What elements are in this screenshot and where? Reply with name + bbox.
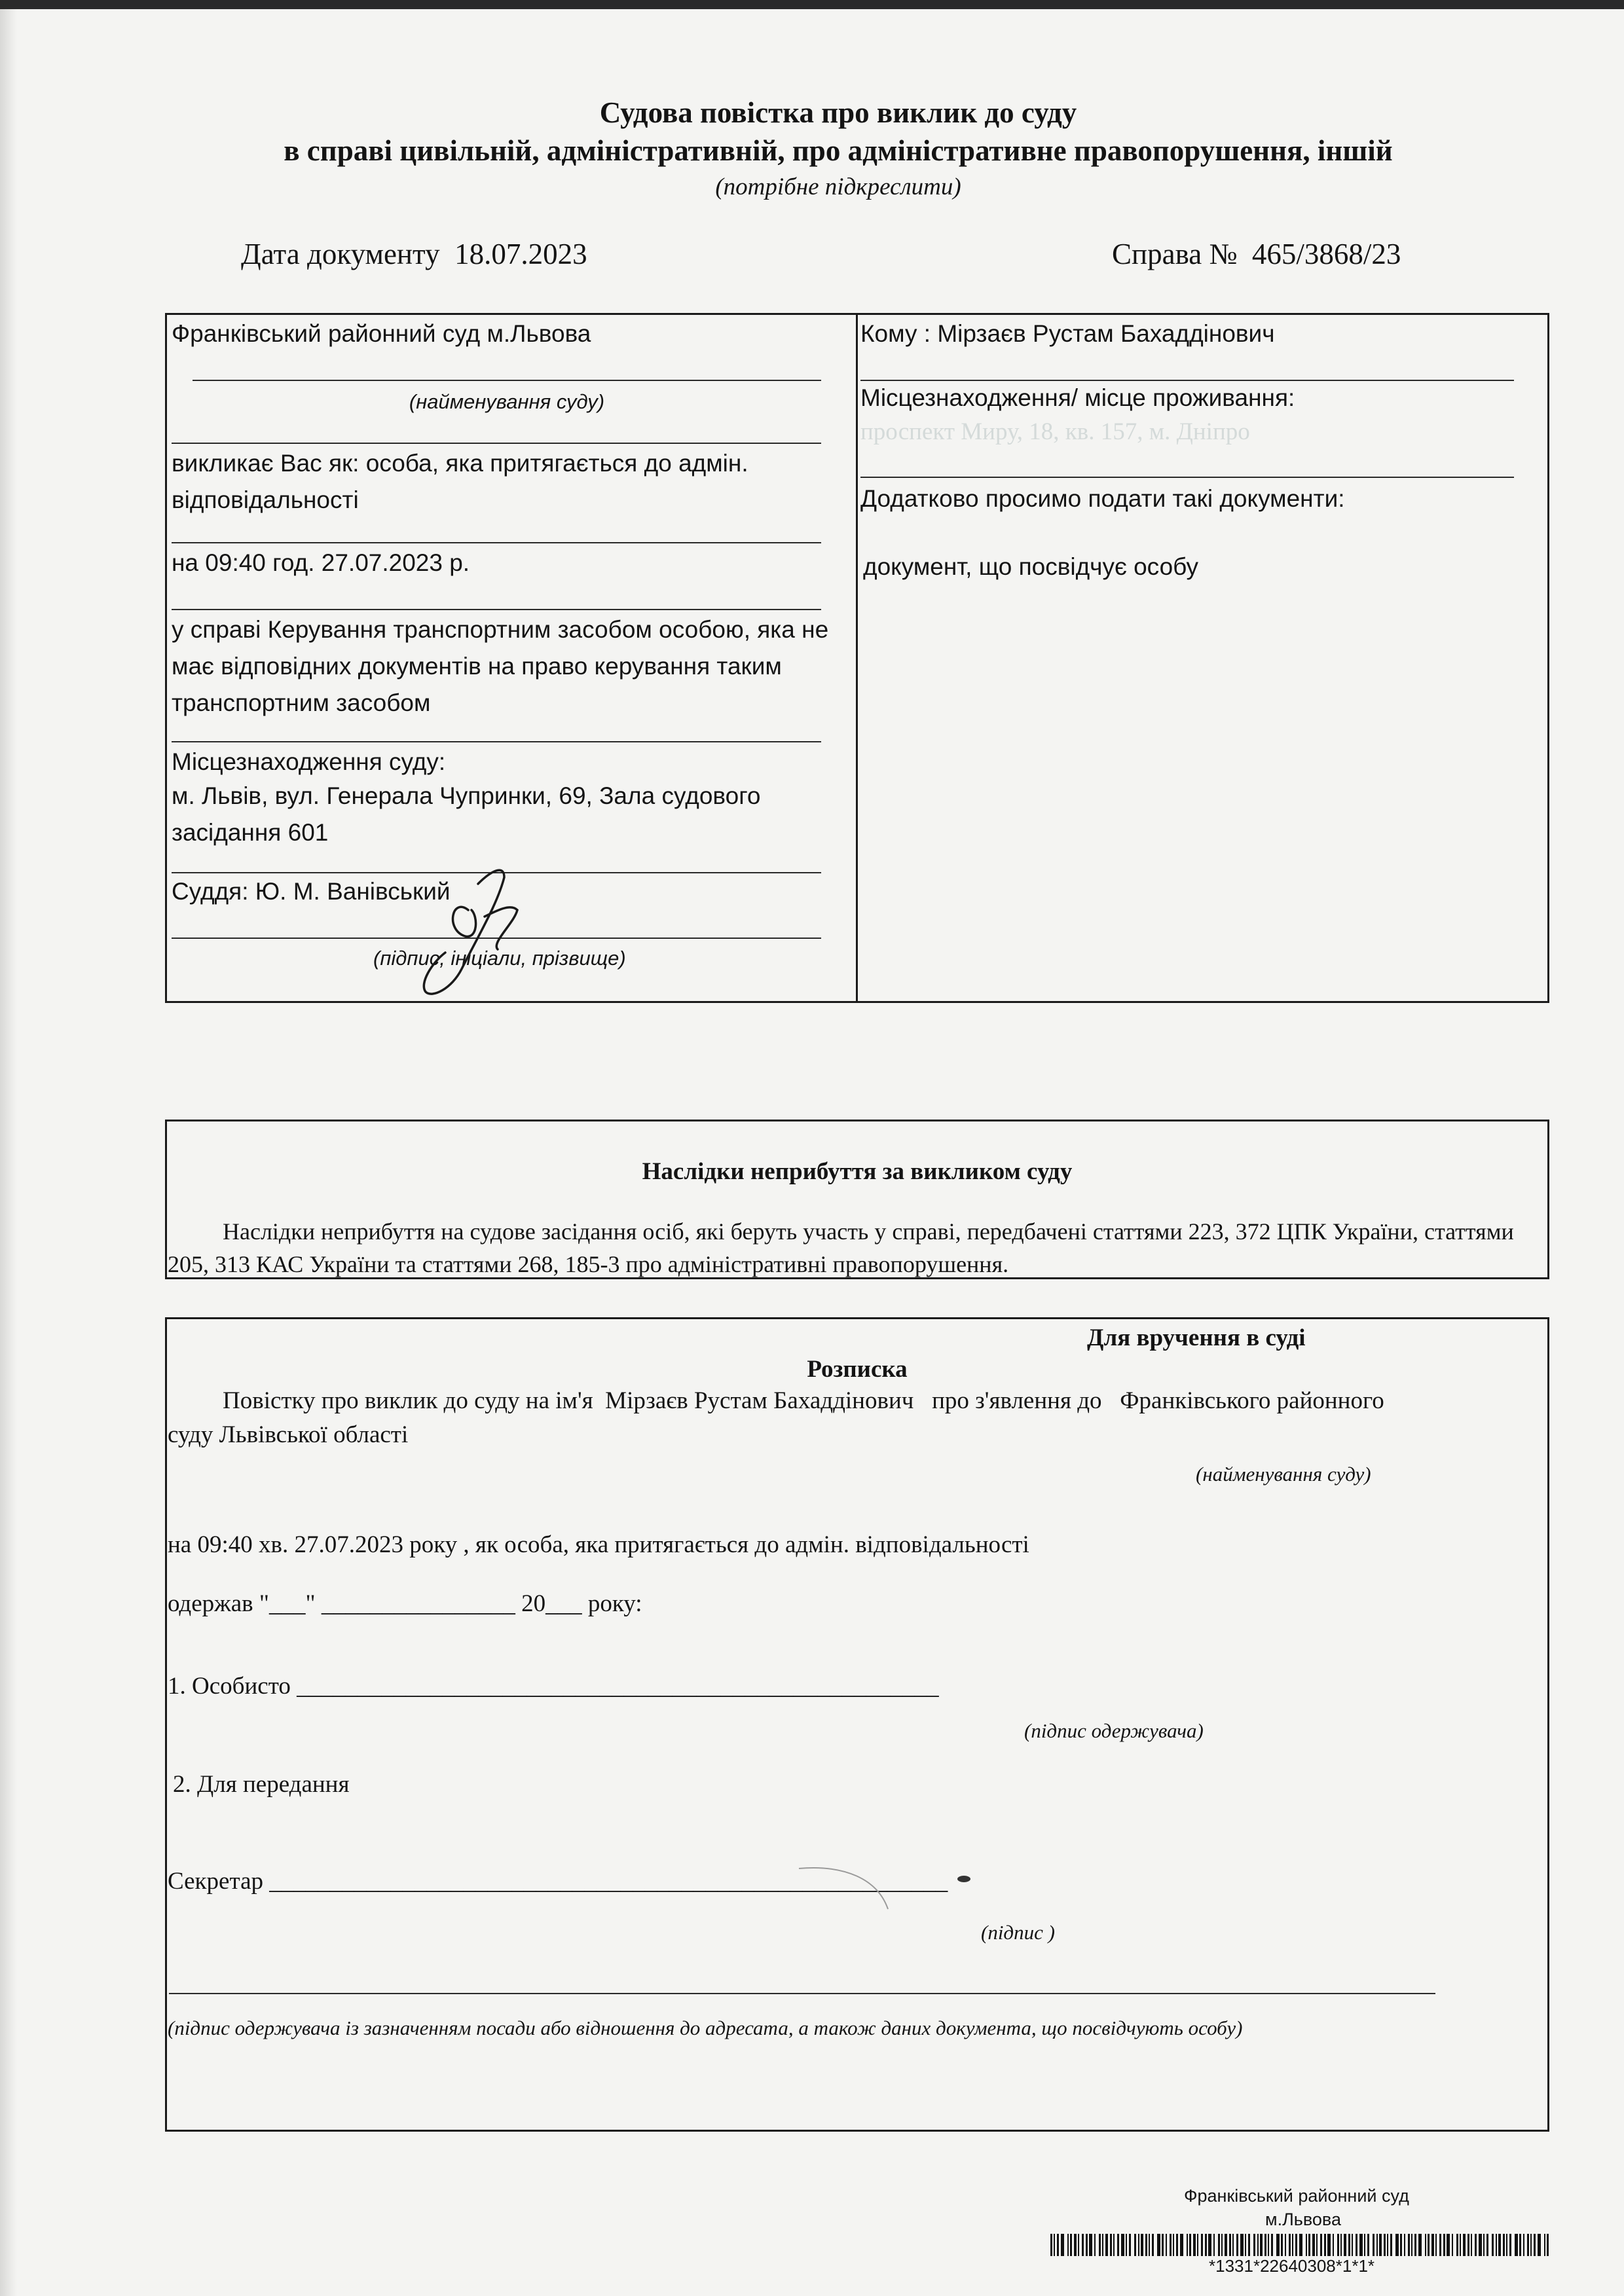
barcode-bar	[1257, 2234, 1259, 2256]
receipt-court-caption: (найменування суду)	[1196, 1463, 1371, 1485]
barcode-bar	[1312, 2234, 1315, 2256]
barcode-bar	[1506, 2234, 1507, 2256]
barcode-bar	[1344, 2234, 1346, 2256]
barcode-bar	[1166, 2234, 1167, 2256]
document-date	[241, 237, 587, 271]
barcode-bar	[1515, 2234, 1518, 2256]
barcode-bar	[1400, 2234, 1402, 2256]
barcode-bar	[1509, 2234, 1511, 2256]
barcode-bar	[1359, 2234, 1363, 2256]
barcode-bar	[1425, 2234, 1426, 2256]
barcode-bar	[1337, 2234, 1339, 2256]
barcode-bar	[1387, 2234, 1388, 2256]
barcode-bar	[1074, 2234, 1077, 2256]
barcode-bar	[1379, 2234, 1382, 2256]
barcode-bar	[1180, 2234, 1183, 2256]
barcode-bar	[1471, 2234, 1472, 2256]
court-name-caption: (найменування суду)	[409, 390, 605, 413]
barcode-bar	[1443, 2234, 1445, 2256]
receipt-line-1	[223, 1383, 1384, 1419]
received-date-line: одержав "___" ________________ 20___ року:	[168, 1590, 642, 1617]
barcode-bar	[1141, 2234, 1143, 2256]
barcode-bar	[1193, 2234, 1196, 2256]
barcode-bar	[1340, 2234, 1342, 2256]
barcode-bar	[1352, 2234, 1353, 2256]
barcode-bar	[1390, 2234, 1392, 2256]
rule-4	[172, 741, 821, 742]
for-court-label: Для вручення в суді	[1087, 1324, 1306, 1351]
barcode-bar	[1306, 2234, 1307, 2256]
barcode-bar	[1364, 2234, 1365, 2256]
barcode-bar	[1176, 2234, 1178, 2256]
barcode-bar	[1376, 2234, 1378, 2256]
for-transfer-line: 2. Для передання	[173, 1771, 350, 1798]
scan-left-edge	[0, 9, 17, 2296]
barcode-bar	[1324, 2234, 1326, 2256]
barcode-bar	[1070, 2234, 1072, 2256]
barcode-bar	[1492, 2234, 1494, 2256]
barcode-bar	[1173, 2234, 1174, 2256]
barcode-bar	[1145, 2234, 1147, 2256]
barcode-bar	[1054, 2234, 1055, 2256]
hearing-time: на 09:40 год. 27.07.2023 р.	[172, 549, 470, 576]
footer-city: м.Львова	[1265, 2210, 1341, 2229]
barcode-bar	[1414, 2234, 1416, 2256]
court-name: Франківський районний суд м.Львова	[172, 320, 591, 347]
barcode-bar	[1452, 2234, 1453, 2256]
barcode-bar	[1264, 2234, 1266, 2256]
barcode-bar	[1157, 2234, 1160, 2256]
barcode-bar	[1236, 2234, 1238, 2256]
barcode-bar	[1428, 2234, 1430, 2256]
barcode-bar	[1240, 2234, 1244, 2256]
barcode-bar	[1299, 2234, 1302, 2256]
barcode-bar	[1534, 2234, 1536, 2256]
barcode-bar	[1086, 2234, 1088, 2256]
judge-signature	[406, 845, 550, 1002]
barcode-bar	[1456, 2234, 1458, 2256]
barcode-bar	[1408, 2234, 1410, 2256]
address-line	[860, 477, 1514, 478]
barcode-bar	[1503, 2234, 1505, 2256]
barcode-bar	[1373, 2234, 1375, 2256]
barcode-bar	[1099, 2234, 1101, 2256]
barcode-bar	[1105, 2234, 1108, 2256]
barcode-bar	[1162, 2234, 1164, 2256]
barcode-bar	[1547, 2234, 1549, 2256]
barcode-bar	[1253, 2234, 1255, 2256]
barcode-bar	[1523, 2234, 1524, 2256]
court-location: м. Львів, вул. Генерала Чупринки, 69, Зала судового засідання 601	[172, 782, 761, 846]
barcode-bar	[1245, 2234, 1246, 2256]
barcode-bar	[1404, 2234, 1405, 2256]
court-name-line	[193, 380, 821, 381]
barcode-bar	[1218, 2234, 1220, 2256]
barcode-bar	[1205, 2234, 1207, 2256]
barcode-bar	[1197, 2234, 1198, 2256]
recipient-signature-caption: (підпис одержувача)	[1024, 1719, 1204, 1742]
barcode-bar	[1208, 2234, 1211, 2256]
barcode-bar	[1384, 2234, 1386, 2256]
barcode-bar	[1431, 2234, 1434, 2256]
barcode-bar	[1538, 2234, 1541, 2256]
barcode-bar	[1295, 2234, 1297, 2256]
barcode-bar	[1067, 2234, 1069, 2256]
date-value: 18.07.2023	[454, 238, 587, 270]
barcode-bar	[1152, 2234, 1154, 2256]
barcode-bar	[1333, 2234, 1334, 2256]
barcode-bar	[1498, 2234, 1501, 2256]
barcode-bar	[1356, 2234, 1357, 2256]
barcode-bar	[1201, 2234, 1203, 2256]
barcode-bar	[1187, 2234, 1188, 2256]
receipt-court: Франківського районного	[1120, 1387, 1384, 1414]
barcode-bar	[1213, 2234, 1215, 2256]
barcode-bar	[1268, 2234, 1269, 2256]
barcode-bar	[1439, 2234, 1441, 2256]
summoned-as: викликає Вас як: особа, яка притягається до адмін. відповідальності	[172, 450, 748, 513]
barcode	[1050, 2234, 1555, 2256]
barcode-bar	[1483, 2234, 1485, 2256]
barcode-bar	[1129, 2234, 1131, 2256]
barcode-bar	[1189, 2234, 1191, 2256]
barcode-bar	[1229, 2234, 1231, 2256]
barcode-bar	[1467, 2234, 1469, 2256]
barcode-bar	[1460, 2234, 1461, 2256]
barcode-bar	[1113, 2234, 1115, 2256]
judge: Суддя: Ю. М. Ванівський	[172, 878, 451, 905]
barcode-bar	[1221, 2234, 1223, 2256]
barcode-bar	[1102, 2234, 1103, 2256]
barcode-bar	[1463, 2234, 1466, 2256]
barcode-bar	[1308, 2234, 1310, 2256]
barcode-bar	[1411, 2234, 1412, 2256]
barcode-bar	[1292, 2234, 1293, 2256]
barcode-bar	[1138, 2234, 1139, 2256]
barcode-bar	[1057, 2234, 1059, 2256]
bottom-signature-line	[169, 1993, 1435, 1994]
rule-2	[172, 542, 821, 543]
barcode-bar	[1260, 2234, 1263, 2256]
barcode-bar	[1134, 2234, 1136, 2256]
bottom-caption: (підпис одержувача із зазначенням посади або відношення до адресата, а також даних документа, що посвідчують особу)	[168, 2016, 1243, 2039]
footer-court: Франківський районний суд	[1184, 2186, 1409, 2206]
barcode-bar	[1519, 2234, 1521, 2256]
barcode-bar	[1050, 2234, 1052, 2256]
documents-label: Додатково просимо подати такі документи:	[860, 485, 1345, 512]
barcode-bar	[1327, 2234, 1331, 2256]
barcode-bar	[1089, 2234, 1092, 2256]
case-subject: у справі Керування транспортним засобом особою, яка не має відповідних документів на право керування таким транспортним засобом	[172, 616, 829, 716]
barcode-bar	[1271, 2234, 1273, 2256]
consequences-title: Наслідки неприбуття за викликом суду	[642, 1158, 1073, 1185]
barcode-bar	[1110, 2234, 1112, 2256]
barcode-bar	[1285, 2234, 1286, 2256]
barcode-bar	[1117, 2234, 1119, 2256]
barcode-bar	[1544, 2234, 1545, 2256]
document-title: Судова повістка про виклик до суду	[599, 96, 1077, 129]
barcode-bar	[1170, 2234, 1172, 2256]
barcode-bar	[1232, 2234, 1234, 2256]
barcode-bar	[1367, 2234, 1369, 2256]
receipt-line-2: суду Львівської області	[168, 1421, 409, 1448]
barcode-bar	[1348, 2234, 1350, 2256]
scan-mark	[792, 1859, 989, 1918]
case-number	[1112, 237, 1401, 271]
barcode-bar	[1248, 2234, 1250, 2256]
barcode-bar	[1447, 2234, 1450, 2256]
recipient-address: проспект Миру, 18, кв. 157, м. Дніпро	[860, 418, 1250, 445]
personally-line: 1. Особисто _____________________________________________________	[168, 1673, 939, 1700]
rule-1	[172, 443, 821, 444]
receipt-intro: Повістку про виклик до суду на ім'я	[223, 1387, 593, 1414]
barcode-bar	[1435, 2234, 1437, 2256]
date-label: Дата документу	[241, 238, 440, 270]
barcode-bar	[1276, 2234, 1280, 2256]
barcode-bar	[1418, 2234, 1422, 2256]
receipt-time-line: на 09:40 хв. 27.07.2023 року , як особа, яка притягається до адмін. відповідальності	[168, 1531, 1029, 1558]
receipt-title: Розписка	[807, 1356, 908, 1383]
barcode-bar	[1496, 2234, 1497, 2256]
barcode-bar	[1289, 2234, 1291, 2256]
judge-caption: (підпис, ініціали, прізвище)	[373, 947, 626, 970]
underline-note: (потрібне підкреслити)	[715, 173, 961, 200]
barcode-bar	[1225, 2234, 1227, 2256]
barcode-bar	[1316, 2234, 1318, 2256]
receipt-recipient-name: Мірзаєв Рустам Бахаддінович	[605, 1387, 914, 1414]
barcode-bar	[1479, 2234, 1482, 2256]
scan-top-edge	[0, 0, 1624, 9]
case-value: 465/3868/23	[1251, 238, 1401, 270]
case-label: Справа №	[1112, 238, 1238, 270]
barcode-bar	[1061, 2234, 1064, 2256]
barcode-bar	[1121, 2234, 1124, 2256]
barcode-bar	[1320, 2234, 1322, 2256]
barcode-bar	[1126, 2234, 1127, 2256]
consequences-text: Наслідки неприбуття на судове засідання осіб, які беруть участь у справі, передбачені статтями 223, 372 ЦПК України, статтями 205, 313 КАС України та статтями 268, 185-3 про адміністративні правопорушення.	[168, 1218, 1514, 1277]
barcode-bar	[1486, 2234, 1488, 2256]
barcode-bar	[1395, 2234, 1399, 2256]
barcode-bar	[1475, 2234, 1477, 2256]
secretary-line: Секретар ________________________________________________________	[168, 1868, 948, 1895]
barcode-bar	[1530, 2234, 1532, 2256]
barcode-text: *1331*22640308*1*1*	[1209, 2256, 1375, 2276]
recipient: Кому : Мірзаєв Рустам Бахаддінович	[860, 320, 1275, 347]
barcode-bar	[1149, 2234, 1150, 2256]
recipient-address-label: Місцезнаходження/ місце проживання:	[860, 384, 1295, 411]
rule-3	[172, 609, 821, 610]
barcode-bar	[1078, 2234, 1079, 2256]
document-subtitle: в справі цивільній, адміністративній, про адміністративне правопорушення, іншій	[284, 134, 1393, 167]
barcode-bar	[1082, 2234, 1084, 2256]
court-location-label: Місцезнаходження суду:	[172, 748, 446, 775]
barcode-bar	[1094, 2234, 1096, 2256]
barcode-bar	[1281, 2234, 1283, 2256]
summons-divider	[856, 313, 858, 1003]
barcode-bar	[1527, 2234, 1529, 2256]
signature-caption: (підпис )	[981, 1921, 1055, 1944]
receipt-appear: про з'явлення до	[932, 1387, 1102, 1414]
documents: документ, що посвідчує особу	[863, 553, 1199, 580]
